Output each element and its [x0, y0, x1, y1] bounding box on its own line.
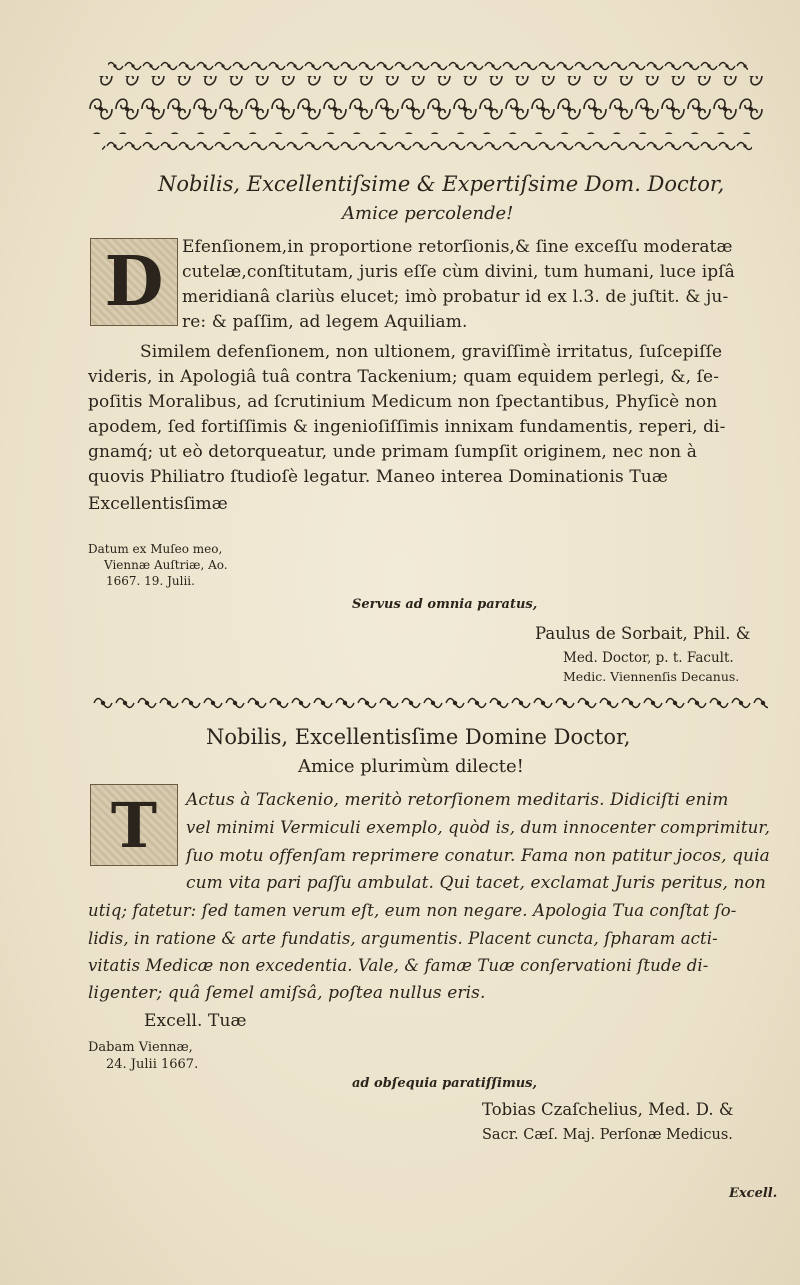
- text-line: re: & paſſim, ad legem Aquiliam.: [182, 312, 468, 332]
- letter1-salutation-2: Amice percolende!: [342, 203, 514, 224]
- text-line: Actus à Tackenio, meritò retorſionem meditaris. Didiciſti enim: [186, 790, 729, 810]
- signature-line: Paulus de Sorbait, Phil. &: [535, 624, 751, 643]
- text-line: Similem defenſionem, non ultionem, graviſſimè irritatus, ſuſcepiſſe: [140, 342, 723, 362]
- signature-line: Medic. Viennenſis Decanus.: [563, 669, 740, 684]
- closing-phrase: ad obſequia paratiſſimus,: [352, 1076, 537, 1091]
- letter1-salutation: Nobilis, Excellentiſsime & Expertiſsime Dom. Doctor,: [158, 172, 725, 196]
- text-line: lidis, in ratione & arte fundatis, argumentis. Placent cuncta, ſpharam acti-: [88, 929, 718, 948]
- text-line: ligenter; quâ ſemel amiſsâ, poſtea nullus eris.: [88, 983, 486, 1003]
- letter2-salutation-2: Amice plurimùm dilecte!: [298, 756, 524, 777]
- date-line: Viennæ Auſtriæ, Ao.: [104, 558, 228, 572]
- text-line: apodem, ſed fortiſſimis & ingenioſiſſimis innixam fundamentis, reperi, di-: [88, 417, 726, 437]
- text-line: poſitis Moralibus, ad ſcrutinium Medicum non ſpectantibus, Phyſicè non: [88, 392, 718, 412]
- text-line: cum vita pari paſſu ambulat. Qui tacet, exclamat Juris peritus, non: [186, 873, 766, 893]
- text-line: ſuo motu offenſam reprimere conatur. Fama non patitur jocos, quia: [186, 846, 770, 866]
- text-line: Excellentisſimæ: [88, 494, 228, 514]
- text-line: cutelæ,conſtitutam, juris eſſe cùm divini, tum humani, luce ipſâ: [182, 262, 735, 282]
- text-line: gnamq́; ut eò detorqueatur, unde primam ſumpſit originem, nec non à: [88, 442, 697, 462]
- excell-line: Excell. Tuæ: [144, 1011, 247, 1031]
- text-line: vel minimi Vermiculi exemplo, quòd is, dum innocenter comprimitur,: [186, 818, 770, 838]
- text-line: utiq; fatetur: ſed tamen verum eſt, eum non negare. Apologia Tua conſtat ſo-: [88, 901, 737, 920]
- dropcap-letter: D: [104, 242, 164, 322]
- closing-phrase: Servus ad omnia paratus,: [352, 597, 538, 612]
- text-line: meridianâ clariùs elucet; imò probatur id ex l.3. de juſtit. & ju-: [182, 287, 729, 307]
- catchword: Excell.: [729, 1186, 778, 1201]
- dropcap-letter: T: [110, 788, 158, 862]
- date-line: 1667. 19. Julii.: [106, 574, 195, 588]
- text-line: vitatis Medicæ non excedentia. Vale, & famæ Tuæ conſervationi ſtude di-: [88, 956, 709, 975]
- date-line: 24. Julii 1667.: [106, 1057, 199, 1072]
- dropcap-ornament: [90, 238, 178, 326]
- signature-line: Tobias Czaſchelius, Med. D. &: [482, 1100, 734, 1119]
- text-line: videris, in Apologiâ tuâ contra Tackenium; quam equidem perlegi, &, ſe-: [88, 367, 720, 387]
- date-line: Datum ex Muſeo meo,: [88, 542, 223, 556]
- date-line: Dabam Viennæ,: [88, 1040, 193, 1055]
- ornamental-divider: [92, 690, 768, 716]
- signature-line: Med. Doctor, p. t. Facult.: [563, 650, 734, 666]
- ornamental-headpiece: [88, 58, 764, 158]
- signature-line: Sacr. Cæſ. Maj. Perſonæ Medicus.: [482, 1127, 733, 1143]
- letter2-salutation: Nobilis, Excellentisſime Domine Doctor,: [206, 725, 631, 749]
- dropcap-ornament: [90, 784, 178, 866]
- text-line: Efenſionem,in proportione retorſionis,& ſine exceſſu moderatæ: [182, 237, 733, 257]
- text-line: quovis Philiatro ſtudioſè legatur. Maneo interea Dominationis Tuæ: [88, 467, 668, 487]
